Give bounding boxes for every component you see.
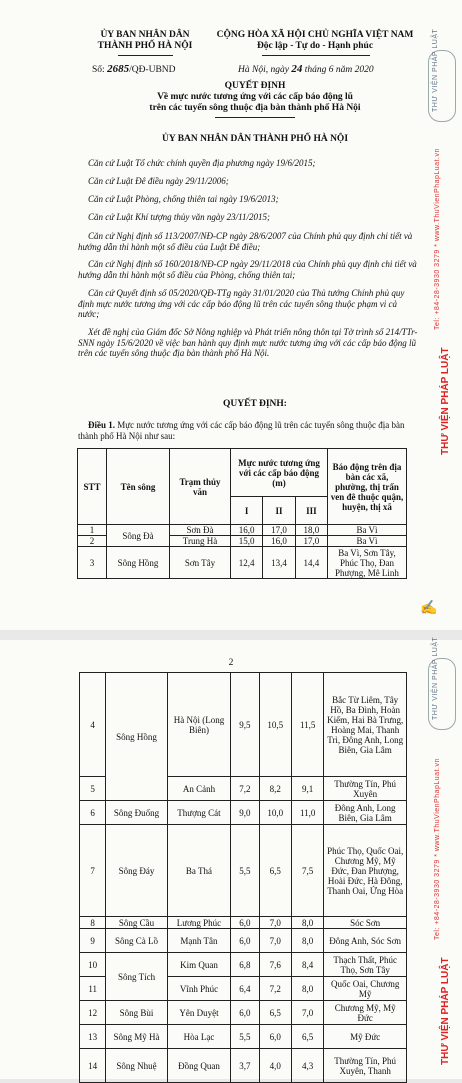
table-row: 2 Trung Hà 15,0 16,0 17,0 Ba Vì <box>78 536 407 547</box>
watermark-contact: Tel: +84-28-3930 3279 * www.ThuVienPhapLuat.vn <box>434 758 441 940</box>
table-row: 1 Sông Đà Sơn Đà 16,0 17,0 18,0 Ba Vì <box>78 525 407 536</box>
document-subject-line-1: Về mực nước tương ứng với các cấp báo động lũ <box>157 92 353 102</box>
header-level-3: III <box>295 497 327 525</box>
issuer-underline <box>118 55 173 56</box>
flood-level-table-part-2 <box>79 672 407 1083</box>
issuing-authority: ỦY BAN NHÂN DÂN THÀNH PHỐ HÀ NỘI <box>161 134 349 144</box>
header-stt: STT <box>78 449 107 525</box>
signature-mark: ✍ <box>420 601 438 616</box>
river-name: Sông Đà <box>107 525 170 547</box>
document-number: Số: 2685/QĐ-UBND <box>92 63 176 75</box>
table-row: 14 Sông Nhuệ Đồng Quan 3,7 4,0 4,3 Thường Tín, Phú Xuyên, Thanh <box>80 1049 407 1083</box>
article-1-label: Điều 1. <box>88 420 115 430</box>
date-day: 24 <box>291 63 303 75</box>
table-row: 11 Vĩnh Phúc 6,4 7,2 8,0 Quốc Oai, Chương Mỹ <box>80 977 407 1001</box>
header-level-2: II <box>263 497 295 525</box>
preamble-item: Căn cứ Luật Phòng, chống thiên tai ngày 19/6/2013; <box>88 194 279 204</box>
document-date: Hà Nội, ngày 24 tháng 6 năm 2020 <box>238 63 374 75</box>
document-page-2 <box>0 636 462 1079</box>
table-row: 8 Sông Cầu Lương Phúc 6,0 7,0 8,0 Sóc Sơn <box>80 917 407 929</box>
watermark-brand: THƯ VIỆN PHÁP LUẬT <box>440 347 451 455</box>
motto: Độc lập - Tự do - Hạnh phúc <box>256 41 374 51</box>
seal-text: THƯ VIỆN PHÁP LUẬT <box>432 636 439 720</box>
header-area: Báo động trên địa bàn các xã, phường, thị trấn ven đê thuộc quận, huyện, thị xã <box>328 449 407 525</box>
preamble-item: Căn cứ Luật Khí tượng thủy văn ngày 23/11/2015; <box>88 212 270 222</box>
article-1-text: Mực nước tương ứng với các cấp báo động lũ trên các tuyến sông thuộc địa bàn thành phố Hà Nội như sau: <box>78 420 405 441</box>
nation-line-1: CỘNG HÒA XÃ HỘI CHỦ NGHĨA VIỆT NAM <box>216 30 414 40</box>
river-name: Sông Tích <box>106 953 167 1001</box>
header-river: Tên sông <box>107 449 170 525</box>
river-name: Sông Hồng <box>106 673 167 801</box>
header-station: Trạm thủy văn <box>170 449 231 525</box>
header-level-1: I <box>231 497 263 525</box>
preamble-item: Căn cứ Nghị định số 113/2007/NĐ-CP ngày 28/6/2007 của Chính phủ quy định chi tiết và hướng dẫn thi hành một số điều của Luật Đê điều; <box>78 231 413 252</box>
table-row: 12 Sông Bùi Yên Duyệt 6,0 6,5 7,0 Chương Mỹ, Mỹ Đức <box>80 1001 407 1025</box>
page-number: 2 <box>228 658 234 668</box>
river-name: Sông Nhuệ <box>106 1049 167 1083</box>
decision-heading: QUYẾT ĐỊNH: <box>223 399 287 409</box>
watermark-contact: Tel: +84-28-3930 3279 * www.ThuVienPhapLuat.vn <box>434 148 441 330</box>
document-subject-line-2: trên các tuyến sông thuộc địa bàn thành phố Hà Nội <box>149 103 361 113</box>
preamble-item: Căn cứ Luật Đê điều ngày 29/11/2006; <box>88 176 229 186</box>
table-row: 3 Sông Hồng Sơn Tây 12,4 13,4 14,4 Ba Vì, Sơn Tây, Phúc Thọ, Đan Phượng, Mê Linh <box>78 547 407 579</box>
table-row: 7 Sông Đáy Ba Thá 5,5 6,5 7,5 Phúc Thọ, Quốc Oai, Chương Mỹ, Mỹ Đức, Đan Phượng, Hoài Đức, Hà Đông, Thanh Oai, Ứng Hòa <box>80 825 407 917</box>
table-row: 4 Sông Hồng Hà Nội (Long Biên) 9,5 10,5 11,5 Bắc Từ Liêm, Tây Hồ, Ba Đình, Hoàn Kiếm, Hai Bà Trưng, Hoàng Mai, Thanh Trì, Đông Anh, Long Biên, Gia Lâm <box>80 673 407 777</box>
table-row: 6 Sông Đuống Thượng Cát 9,0 10,0 11,0 Đông Anh, Long Biên, Gia Lâm <box>80 801 407 825</box>
nation-header <box>205 30 425 52</box>
document-type: QUYẾT ĐỊNH <box>224 81 286 91</box>
river-name: Sông Đuống <box>106 801 167 825</box>
river-name: Sông Mỹ Hà <box>106 1025 167 1049</box>
article-1 <box>78 420 418 441</box>
table-row: 9 Sông Cà Lồ Mạnh Tân 6,0 7,0 8,0 Đông Anh, Sóc Sơn <box>80 929 407 953</box>
motto-underline <box>262 55 370 56</box>
table-header-row <box>78 449 407 497</box>
flood-level-table-part-1 <box>77 448 407 579</box>
preamble-item: Căn cứ Luật Tổ chức chính quyền địa phương ngày 19/6/2015; <box>88 158 316 168</box>
issuer-line-2: THÀNH PHỐ HÀ NỘI <box>97 41 193 51</box>
document-number-value: 2685 <box>107 63 130 75</box>
table-row: 5 An Cảnh 7,2 8,2 9,1 Thường Tín, Phú Xuyên <box>80 777 407 801</box>
header-levels: Mực nước tương ứng với các cấp báo động (m) <box>231 449 328 497</box>
river-name: Sông Đáy <box>106 825 167 917</box>
seal-text: THƯ VIỆN PHÁP LUẬT <box>432 28 439 112</box>
preamble-item: Căn cứ Nghị định số 160/2018/NĐ-CP ngày 29/11/2018 của Chính phủ quy định chi tiết và hướng dẫn thi hành một số điều của Phòng, chống thiên tai; <box>78 259 417 280</box>
river-name: Sông Cầu <box>106 917 167 929</box>
river-name: Sông Hồng <box>107 547 170 579</box>
watermark-brand: THƯ VIỆN PHÁP LUẬT <box>440 957 451 1065</box>
preamble-item: Căn cứ Quyết định số 05/2020/QĐ-TTg ngày 31/01/2020 của Thủ tướng Chính phủ quy định mực nước tương ứng với các cấp báo động lũ trên các tuyến sông thuộc phạm vi cả nước; <box>78 288 405 319</box>
issuer-header <box>80 30 210 52</box>
issuer-line-1: ỦY BAN NHÂN DÂN <box>100 30 190 40</box>
preamble-item: Xét đề nghị của Giám đốc Sở Nông nghiệp và Phát triển nông thôn tại Tờ trình số 214/TTr-SNN ngày 15/6/2020 về việc ban hành quy định mực nước tương ứng với các cấp báo động lũ trên các tuyến sông thuộc địa bàn thành phố Hà Nội. <box>78 327 418 358</box>
table-row: 13 Sông Mỹ Hà Hòa Lạc 5,5 6,0 6,5 Mỹ Đức <box>80 1025 407 1049</box>
table-row: 10 Sông Tích Kim Quan 6,8 7,6 8,4 Thạch Thất, Phúc Thọ, Sơn Tây <box>80 953 407 977</box>
river-name: Sông Cà Lồ <box>106 929 167 953</box>
subject-underline <box>215 117 295 118</box>
river-name: Sông Bùi <box>106 1001 167 1025</box>
